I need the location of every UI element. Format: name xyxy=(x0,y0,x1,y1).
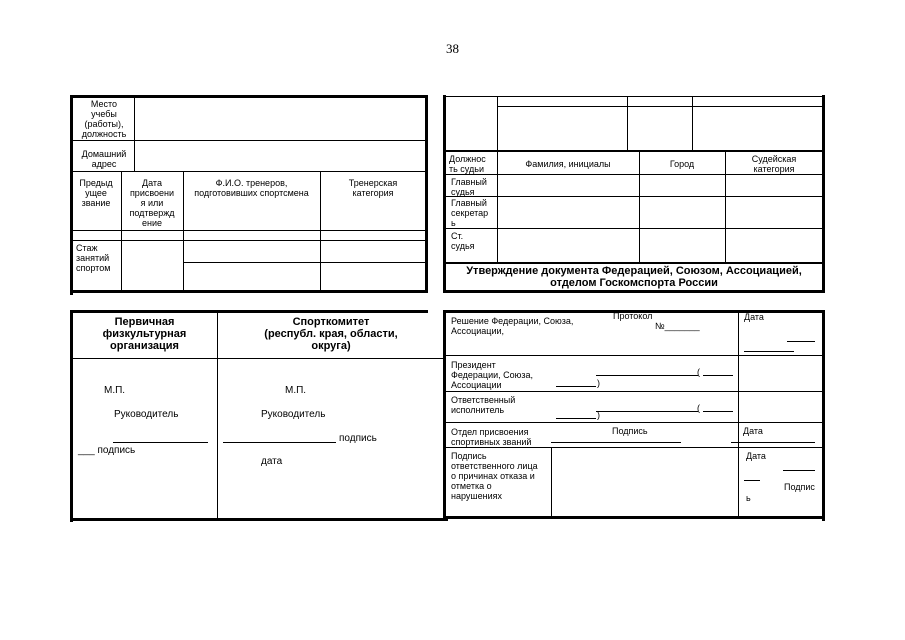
row-chief-judge: Главный судья xyxy=(451,177,487,197)
coach-category-label: Тренерская категория xyxy=(348,178,398,198)
signature-left: ___ подпись xyxy=(78,445,136,456)
col-category: Судейская категория xyxy=(751,154,797,174)
primary-org-header: Первичная физкультурная организация xyxy=(102,316,187,352)
executor-bracket: ( xyxy=(697,403,700,413)
president-bracket: ( xyxy=(697,367,700,377)
executor-bracket-close: ) xyxy=(597,410,600,420)
president-label: Президент Федерации, Союза, Ассоциации xyxy=(451,360,534,390)
prev-title-label: Предыд ущее звание xyxy=(79,178,113,208)
signature-right: подпись xyxy=(339,433,377,444)
row-chief-secretary: Главный секретар ь xyxy=(451,198,489,228)
executor-label: Ответственный исполнитель xyxy=(451,395,516,415)
date-label-2: Дата xyxy=(743,426,763,436)
home-address-label: Домашний адрес xyxy=(81,149,127,169)
page-number: 38 xyxy=(446,41,459,56)
row-senior-judge: Ст. судья xyxy=(451,231,475,251)
study-place-label: Место учебы (работы), должность xyxy=(81,99,127,139)
award-date-label: Дата присвоени я или подтвержд ение xyxy=(129,178,175,228)
coaches-label: Ф.И.О. тренеров, подготовивших спортсмена xyxy=(194,178,309,198)
col-name: Фамилия, инициалы xyxy=(525,159,611,169)
sign-label-2-tail: ь xyxy=(746,493,751,503)
protocol-label: Протокол №_______ xyxy=(613,311,700,331)
sign-label-2: Подпис xyxy=(784,482,815,492)
seal-left: М.П. xyxy=(104,385,126,396)
col-position: Должнос ть судьи xyxy=(449,154,486,174)
department-label: Отдел присвоения спортивных званий xyxy=(451,427,532,447)
date-right: дата xyxy=(261,456,283,467)
president-bracket-close: ) xyxy=(597,378,600,388)
date-label-3: Дата xyxy=(746,451,766,461)
seal-right: М.П. xyxy=(285,385,307,396)
sport-committee-header: Спорткомитет (республ. края, области, округа) xyxy=(264,316,398,352)
date-label-1: Дата xyxy=(744,312,764,322)
head-left: Руководитель xyxy=(114,409,179,420)
experience-label: Стаж занятий спортом xyxy=(76,243,111,273)
col-city: Город xyxy=(669,159,695,169)
sign-label: Подпись xyxy=(612,426,648,436)
approval-title: Утверждение документа Федерацией, Союзом, Ассоциацией, отделом Госкомспорта России xyxy=(466,265,802,289)
head-right: Руководитель xyxy=(261,409,326,420)
decision-label: Решение Федерации, Союза, Ассоциации, xyxy=(451,316,574,336)
refusal-label: Подпись ответственного лица о причинах отказа и отметка о нарушениях xyxy=(451,451,538,501)
